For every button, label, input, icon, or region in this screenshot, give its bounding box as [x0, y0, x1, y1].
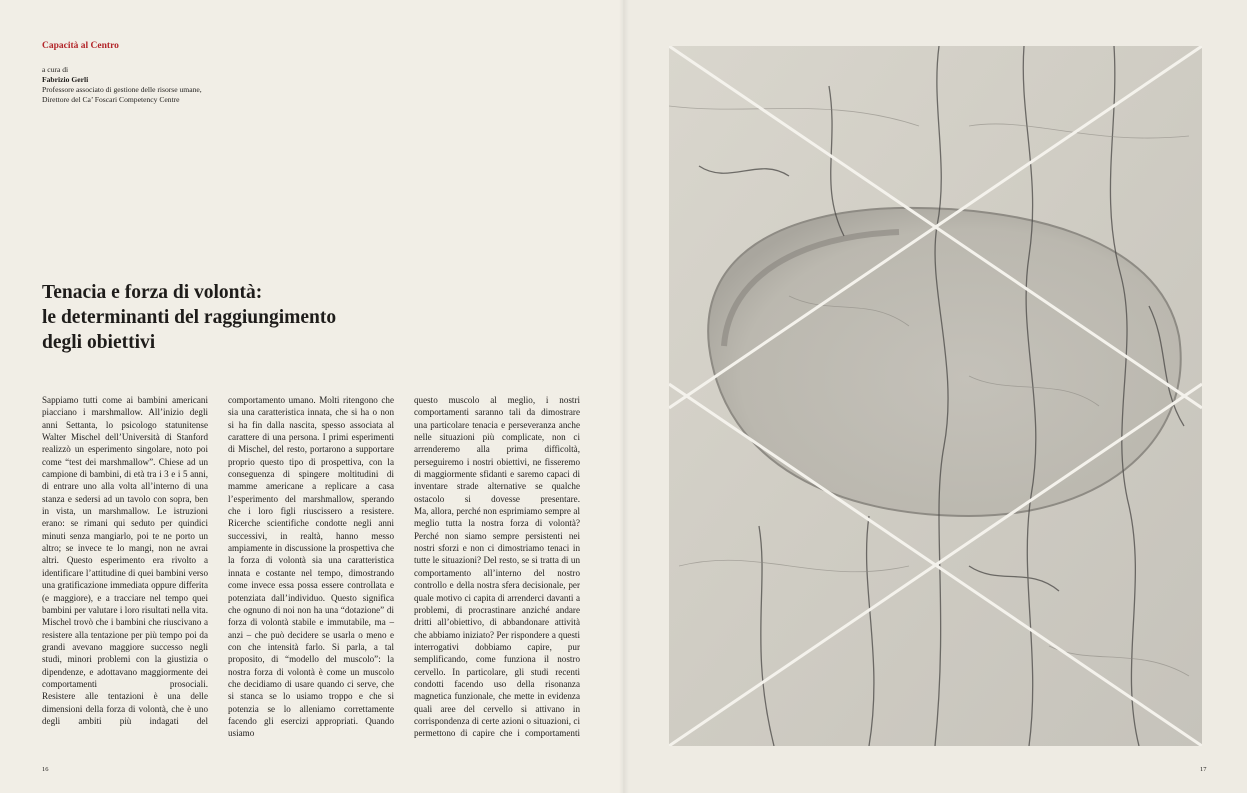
byline: [42, 65, 202, 105]
byline-intro: a cura di: [42, 65, 69, 74]
paragraph: questo muscolo al meglio, i nostri comportamenti saranno tali da dimostrare una particolare tenacia e perseveranza anche nelle situazioni più complicate, non ci arrenderemo alla prima difficoltà, perseguiremo i nostri obiettivi, ne fisseremo di maggiormente sfidanti e saremo capaci di inventare strade alternative se qualche ostacolo si dovesse presentare.: [414, 395, 580, 504]
marble-photo: [669, 46, 1202, 746]
paragraph: comportamento umano. Molti ritengono che sia una caratteristica innata, che si ha o non si ha fin dalla nascita, spesso associata al carattere di una persona. I primi esperimenti di Mischel, del resto, portarono a supportare proprio questo tipo di prospettiva, con la conseguenza di spingere moltitudini di mamme americane a replicare a casa l’esperimento del marshmallow, sperando che i loro figli riuscissero a resistere.: [228, 395, 394, 517]
marble-illustration: [669, 46, 1202, 746]
title-line-3: degli obiettivi: [42, 332, 156, 353]
byline-author: Fabrizio Gerli: [42, 75, 89, 84]
spine-gutter: [619, 0, 629, 793]
page-number-left: 16: [42, 766, 49, 773]
article-title: [42, 280, 422, 355]
page-number-right: 17: [1200, 766, 1207, 773]
title-line-1: Tenacia e forza di volontà:: [42, 282, 263, 303]
text-column-1: [42, 394, 208, 727]
text-column-2: [228, 394, 394, 740]
paragraph: Ma, allora, perché non esprimiamo sempre al meglio tutta la nostra forza di volontà? Perché non siamo sempre persistenti nei nostri sforzi e non ci dimostriamo tenaci in tutte le situazioni? Del resto, se si tratta di un comportamento all’interno del nostro controllo e della nostra sfera decisionale, per quale motivo ci capita di arrenderci davanti a problemi, di procrastinare anziché andare dritti all’obiettivo, di abbandonare attività che abbiamo iniziato? Per rispondere a questi interrogativi dobbiamo capire, pur semplificando, come funziona il nostro cervello. In particolare, gli studi recenti condotti facendo uso della risonanza magnetica funzionale, che mette in evidenza quali aree del cervello si attivano in corrispondenza di certe azioni o situazioni, ci permettono di capire che i comportamenti: [414, 506, 580, 739]
paragraph: Ricerche scientifiche condotte negli anni successivi, in realtà, hanno messo ampiamente in discussione la prospettiva che la forza di volontà sia una caratteristica innata e costante nel tempo, dimostrando come invece essa possa essere controllata e potenziata dall’individuo. Questo significa che ognuno di noi non ha una “dotazione” di forza di volontà stabile e immutabile, ma – anzi – che può decidere se usarla o meno e con che intensità farlo. Si parla, a tal proposito, di “modello del muscolo”: la nostra forza di volontà è come un muscolo che decidiamo di usare quando ci serve, che si stanca se lo usiamo troppo e che si potenzia se lo alleniamo correttamente facendo gli esercizi appropriati. Quando usiamo: [228, 518, 394, 739]
byline-role-2: Direttore del Ca’ Foscari Competency Centre: [42, 95, 180, 104]
title-line-2: le determinanti del raggiungimento: [42, 307, 337, 328]
text-column-3: [414, 394, 580, 740]
left-page: [0, 0, 623, 793]
paragraph: Sappiamo tutti come ai bambini americani piacciano i marshmallow. All’inizio degli anni Settanta, lo psicologo statunitense Walter Mischel dell’Università di Stanford realizzò un esperimento singolare, noto poi come “test dei marshmallow”. Chiese ad un campione di bambini, di età tra i 3 e i 5 anni, di entrare uno alla volta all’interno di una stanza e sedersi ad un tavolo con sopra, ben in vista, un marshmallow. Le istruzioni erano: se rimani qui seduto per quindici minuti senza mangiarlo, poi te ne porto un altro; se invece te lo mangi, non ne avrai altri. Questo esperimento era rivolto a identificare l’attitudine di quei bambini verso una gratificazione immediata oppure differita (e maggiore), e a tracciare nel tempo quei bambini per valutare i loro risultati nella vita. Mischel trovò che i bambini che riuscivano a resistere alla tentazione per più tempo poi da grandi avevano maggiore successo negli studi, minori problemi con la giustizia o dipendenze, e adottavano maggiormente dei comportamenti prosociali.: [42, 395, 208, 689]
byline-role-1: Professore associato di gestione delle risorse umane,: [42, 85, 202, 94]
section-label: Capacità al Centro: [42, 41, 119, 51]
paragraph: Resistere alle tentazioni è una delle dimensioni della forza di volontà, che è uno degli ambiti più indagati del: [42, 691, 208, 726]
